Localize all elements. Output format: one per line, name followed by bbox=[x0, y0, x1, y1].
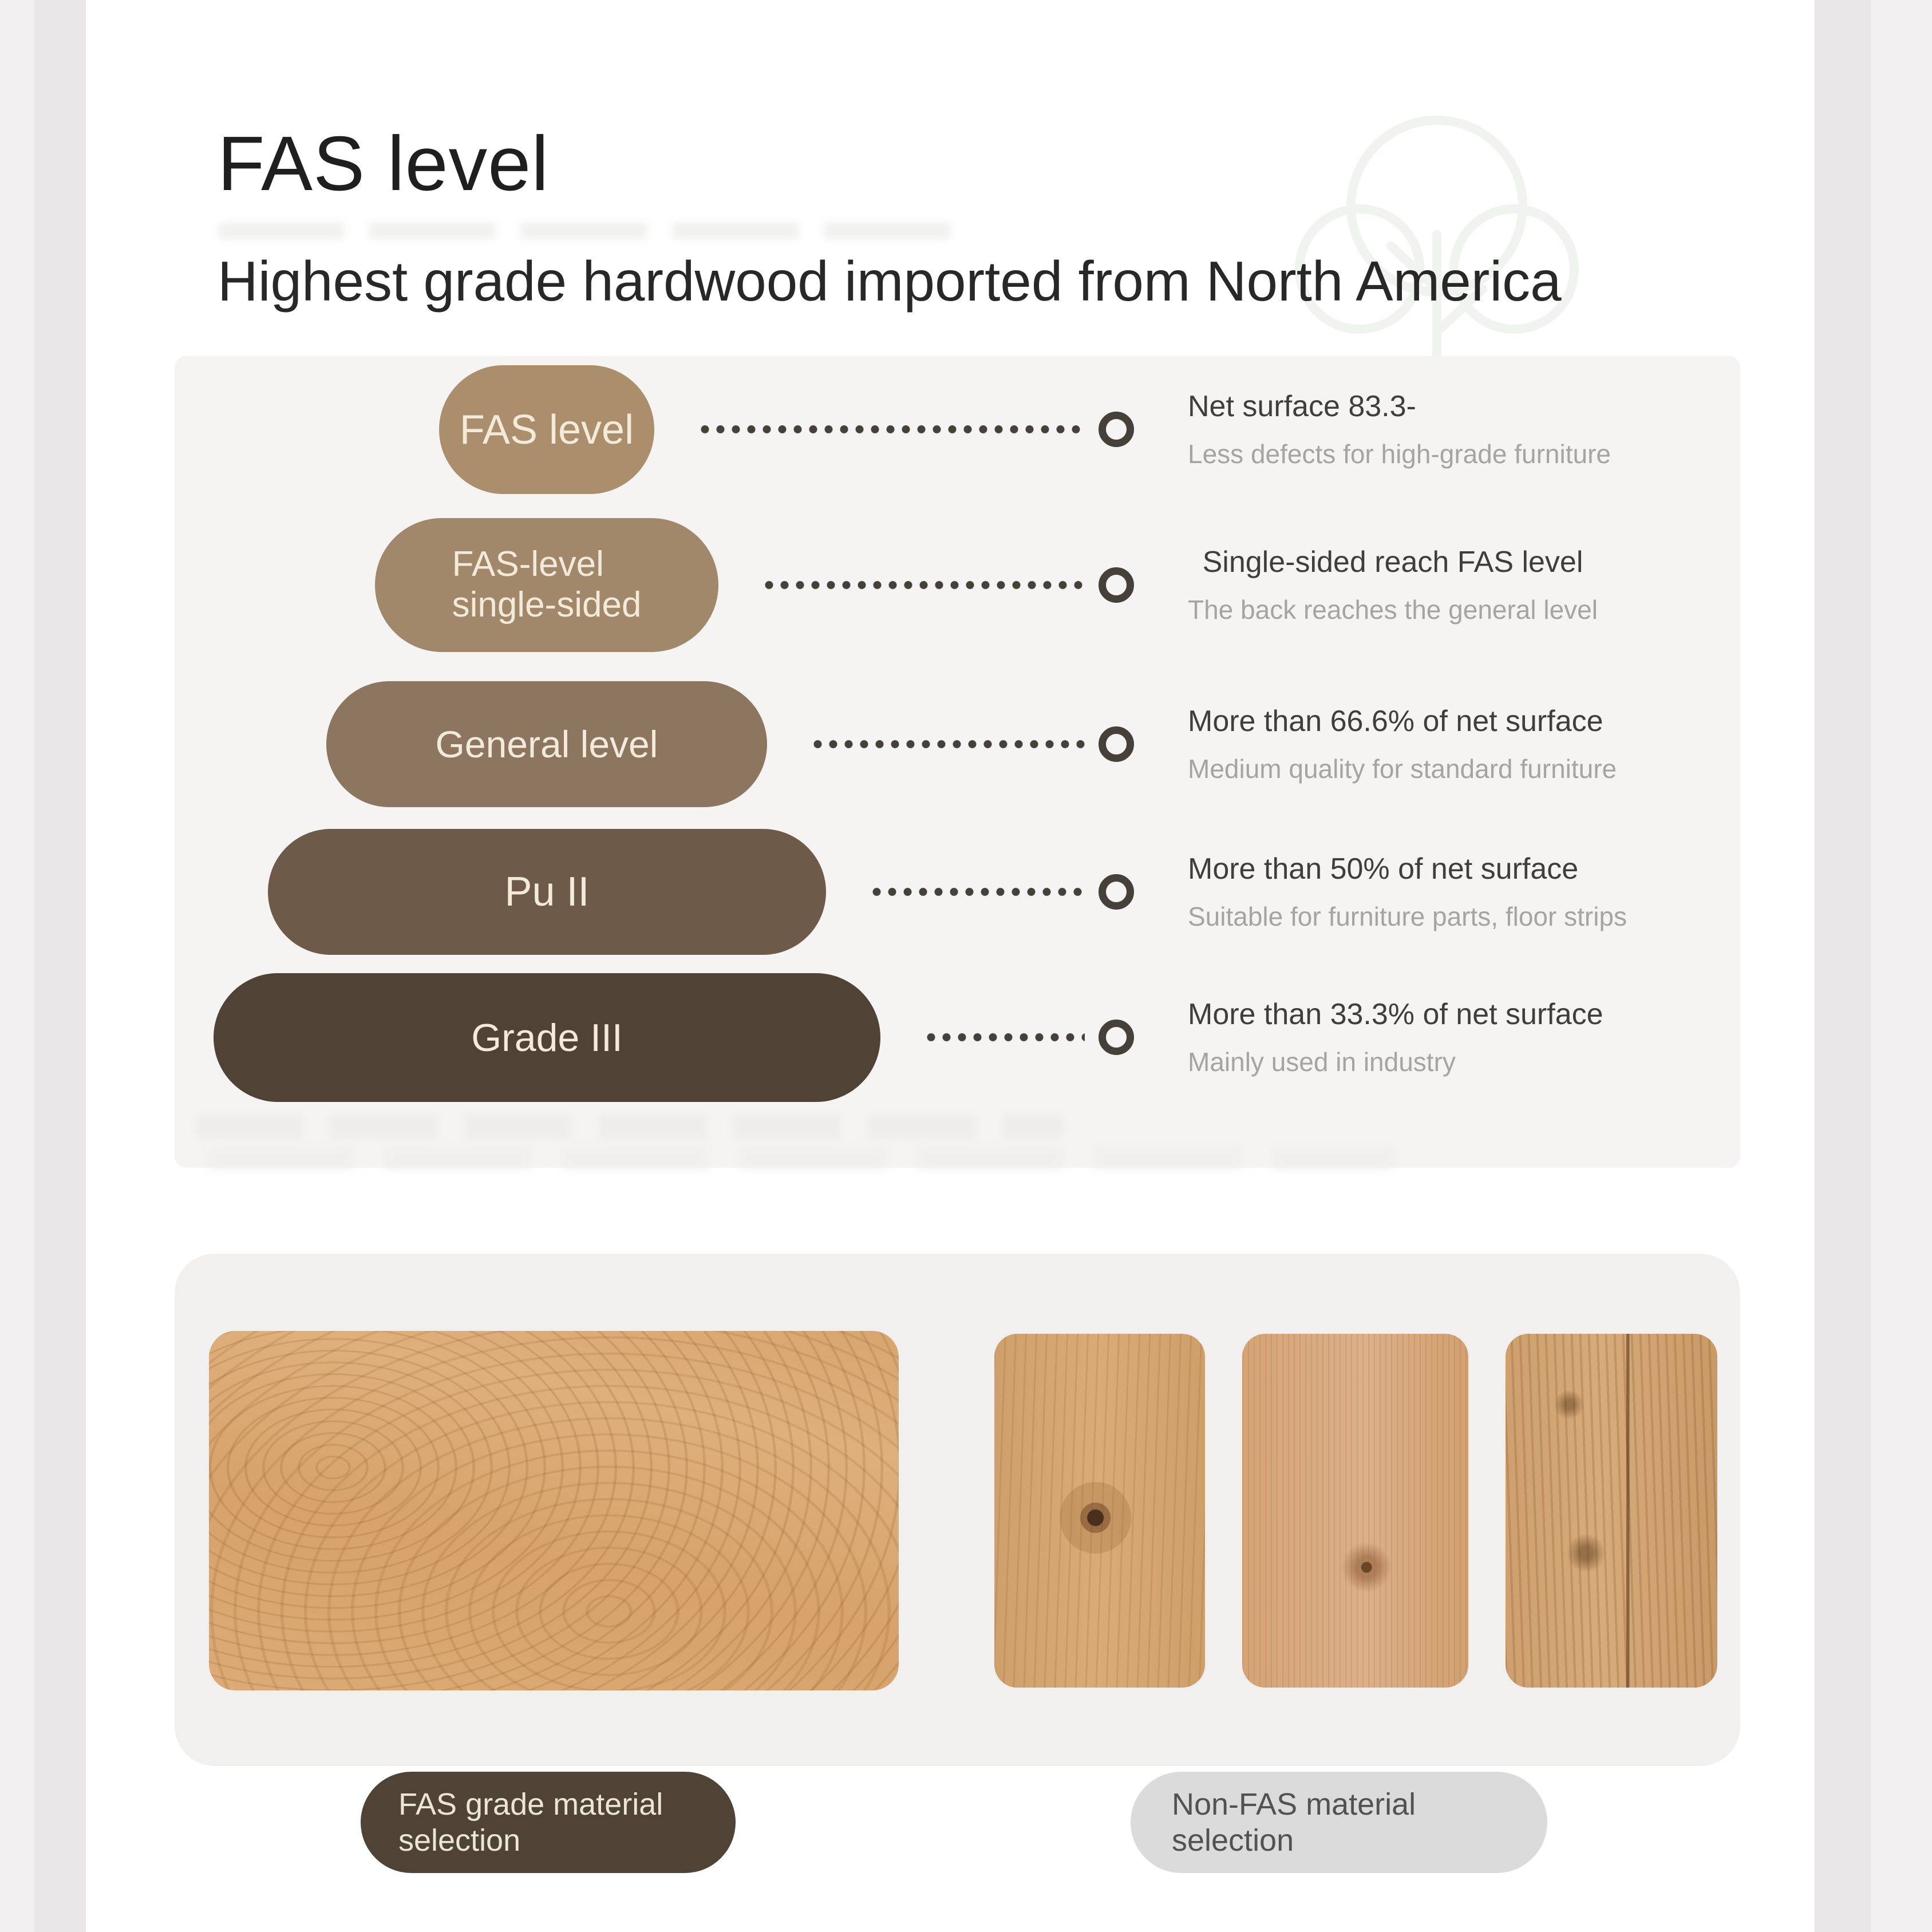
grade-description-sub: Mainly used in industry bbox=[1188, 1047, 1456, 1077]
non-fas-wood-plank-image bbox=[1506, 1334, 1717, 1688]
pill-label-line1: FAS-level bbox=[452, 544, 604, 584]
non-fas-material-label-line2: selection bbox=[1172, 1823, 1294, 1858]
page-margin-left-strip bbox=[34, 0, 86, 1932]
pyramid-pill-fas-single-sided bbox=[375, 518, 718, 652]
grade-description bbox=[1188, 989, 1603, 1086]
non-fas-wood-plank-image bbox=[994, 1334, 1205, 1688]
ring-marker-icon bbox=[1099, 726, 1134, 762]
page-subtitle: Highest grade hardwood imported from North America bbox=[218, 250, 1562, 313]
dotted-connector bbox=[810, 740, 1085, 749]
grade-description-sub: Medium quality for standard furniture bbox=[1188, 754, 1617, 784]
grade-description-sub: The back reaches the general level bbox=[1188, 595, 1598, 625]
fas-material-label-line1: FAS grade material bbox=[398, 1787, 663, 1822]
pyramid-pill-pu-ii bbox=[268, 829, 826, 955]
page-margin-left bbox=[0, 0, 34, 1932]
pyramid-pill-grade-iii bbox=[214, 973, 880, 1102]
grade-description bbox=[1188, 843, 1627, 941]
fas-material-label bbox=[361, 1772, 736, 1873]
pyramid-pill-general-level bbox=[326, 681, 767, 807]
dotted-connector bbox=[697, 425, 1085, 434]
page-margin-right bbox=[1871, 0, 1932, 1932]
grade-description-main: More than 50% of net surface bbox=[1188, 852, 1579, 886]
ring-marker-icon bbox=[1099, 874, 1134, 910]
fas-material-label-line2: selection bbox=[398, 1823, 521, 1858]
non-fas-wood-plank-image bbox=[1242, 1334, 1468, 1688]
grade-description bbox=[1188, 696, 1617, 793]
grade-description bbox=[1188, 381, 1611, 478]
dotted-connector bbox=[761, 580, 1085, 590]
pill-label: FAS level bbox=[459, 406, 634, 453]
page-margin-right-strip bbox=[1815, 0, 1871, 1932]
pill-label: Pu II bbox=[504, 869, 590, 915]
ring-marker-icon bbox=[1099, 412, 1134, 447]
dotted-connector bbox=[923, 1033, 1085, 1042]
pill-label: Grade III bbox=[471, 1016, 623, 1060]
watermark-smudge bbox=[206, 1146, 1397, 1170]
ring-marker-icon bbox=[1099, 1020, 1134, 1055]
grade-description-main: More than 66.6% of net surface bbox=[1188, 705, 1603, 738]
pill-label bbox=[452, 544, 642, 625]
watermark-smudge bbox=[218, 222, 962, 239]
non-fas-material-label-line1: Non-FAS material bbox=[1172, 1787, 1416, 1822]
non-fas-material-label bbox=[1131, 1772, 1547, 1873]
pill-label: General level bbox=[435, 723, 658, 765]
grade-description-sub: Less defects for high-grade furniture bbox=[1188, 439, 1611, 469]
grade-description-main: More than 33.3% of net surface bbox=[1188, 998, 1603, 1031]
dotted-connector bbox=[869, 887, 1085, 896]
grade-description bbox=[1188, 536, 1598, 634]
watermark-smudge bbox=[195, 1114, 1065, 1139]
fas-grade-wood-sample-image bbox=[209, 1331, 899, 1690]
grade-description-main: Net surface 83.3- bbox=[1188, 390, 1416, 423]
grade-description-sub: Suitable for furniture parts, floor strips bbox=[1188, 902, 1627, 931]
pill-label-line2: single-sided bbox=[452, 585, 642, 625]
ring-marker-icon bbox=[1099, 567, 1134, 603]
page-title: FAS level bbox=[218, 120, 550, 207]
grade-description-main: Single-sided reach FAS level bbox=[1202, 546, 1583, 579]
pyramid-pill-fas-level bbox=[439, 365, 654, 494]
